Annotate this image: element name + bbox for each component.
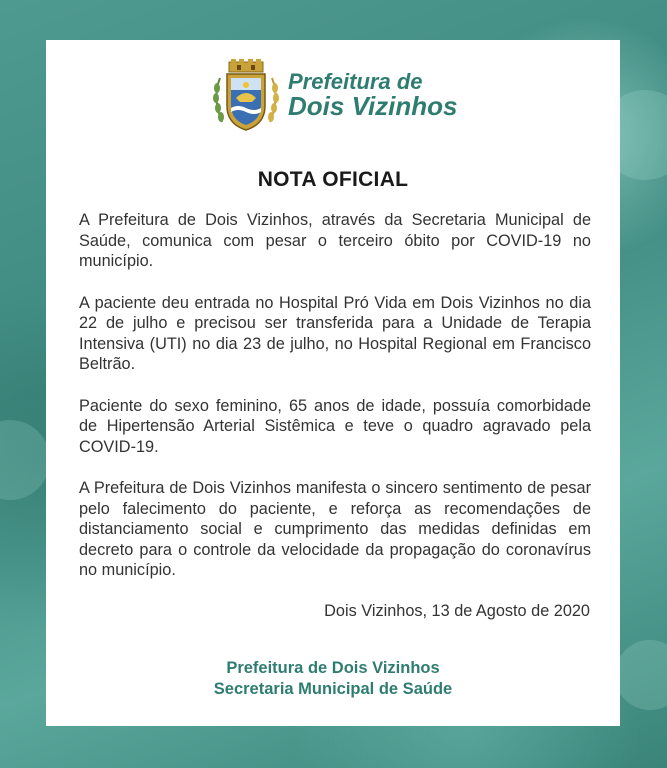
municipal-coat-of-arms-icon — [210, 58, 282, 132]
background-decoration — [615, 640, 667, 710]
signature-line-2: Secretaria Municipal de Saúde — [213, 680, 453, 698]
notice-date: Dois Vizinhos, 13 de Agosto de 2020 — [324, 602, 590, 620]
background-decoration — [0, 420, 50, 500]
logo-line-2: Dois Vizinhos — [288, 90, 458, 121]
signature-line-1: Prefeitura de Dois Vizinhos — [226, 659, 440, 677]
notice-paragraph: A Prefeitura de Dois Vizinhos manifesta o sincero sentimento de pesar pelo falecimento do paciente, e reforça as recomendações de distanciamento social e cumprimento das medidas definidas em decreto para o controle da velocidade da propagação do coronavírus no município. — [79, 479, 591, 579]
notice-title: NOTA OFICIAL — [257, 168, 409, 191]
notice-body — [79, 210, 591, 602]
notice-paragraph: A paciente deu entrada no Hospital Pró Vida em Dois Vizinhos no dia 22 de julho e precisou ser transferida para a Unidade de Terapia Intensiva (UTI) no dia 23 de julho, no Hospital Regional em Francisco Beltrão. — [79, 293, 591, 373]
prefeitura-logo — [210, 58, 460, 132]
notice-paragraph: Paciente do sexo feminino, 65 anos de idade, possuía comorbidade de Hipertensão Arterial Sistêmica e teve o quadro agravado pela COVID-19. — [79, 396, 591, 456]
official-notice-card — [46, 40, 620, 726]
signature-block — [46, 658, 620, 700]
logo-line-1: Prefeitura de — [288, 68, 423, 94]
logo-wordmark — [288, 70, 458, 120]
notice-paragraph: A Prefeitura de Dois Vizinhos, através da Secretaria Municipal de Saúde, comunica com pesar o terceiro óbito por COVID-19 no município. — [79, 211, 591, 270]
